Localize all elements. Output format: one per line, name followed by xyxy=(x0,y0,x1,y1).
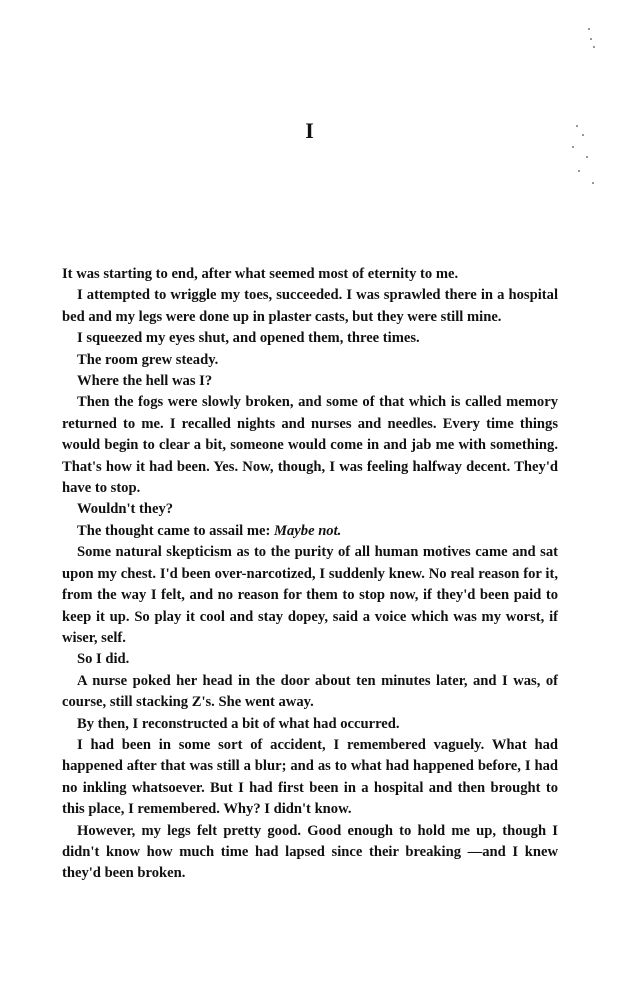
paragraph-text: The thought came to assail me: xyxy=(77,522,275,539)
paragraph: The room grew steady. xyxy=(77,351,219,368)
paragraph: I attempted to wriggle my toes, succeeded. I was sprawled there in a hospital bed and my legs were done up in plaster casts, but they were still mine. xyxy=(62,287,558,325)
chapter-number: I xyxy=(305,118,315,143)
emphasized-text: Maybe not. xyxy=(274,522,342,539)
paragraph xyxy=(62,521,558,542)
paragraph: A nurse poked her head in the door about ten minutes later, and I was, of course, still stacking Z's. She went away. xyxy=(62,672,558,711)
paragraph: So I did. xyxy=(77,651,130,668)
paragraph: Then the fogs were slowly broken, and some of that which is called memory returned to me. I recalled nights and nurses and needles. Every time things would begin to clear a bit, someone would come in and jab me with something. That's how it had been. Yes. Now, though, I was feeling halfway decent. They'd have to stop. xyxy=(62,394,558,497)
paragraph: Some natural skepticism as to the purity of all human motives came and sat upon my chest. I'd been over-narcotized, I suddenly knew. No real reason for it, from the way I felt, and no reason for them to stop now, if they'd been paid to keep it up. So play it cool and stay dopey, said a voice which was my worst, if wiser, self. xyxy=(62,544,558,646)
paragraph: It was starting to end, after what seemed most of eternity to me. xyxy=(62,266,459,282)
page-specks-decoration xyxy=(568,20,598,200)
paragraph: Where the hell was I? xyxy=(77,373,213,390)
paragraph: However, my legs felt pretty good. Good enough to hold me up, though I didn't know how much time had lapsed since their breaking —and I knew they'd been broken. xyxy=(62,822,558,882)
paragraph: Wouldn't they? xyxy=(77,501,174,518)
paragraph: By then, I reconstructed a bit of what had occurred. xyxy=(77,715,400,732)
chapter-body xyxy=(62,264,558,885)
paragraph: I squeezed my eyes shut, and opened them, three times. xyxy=(77,330,420,347)
paragraph: I had been in some sort of accident, I remembered vaguely. What had happened after that was still a blur; and as to what had happened before, I had no inkling whatsoever. But I had first been in a hospital and then brought to this place, I remembered. Why? I didn't know. xyxy=(62,736,558,818)
